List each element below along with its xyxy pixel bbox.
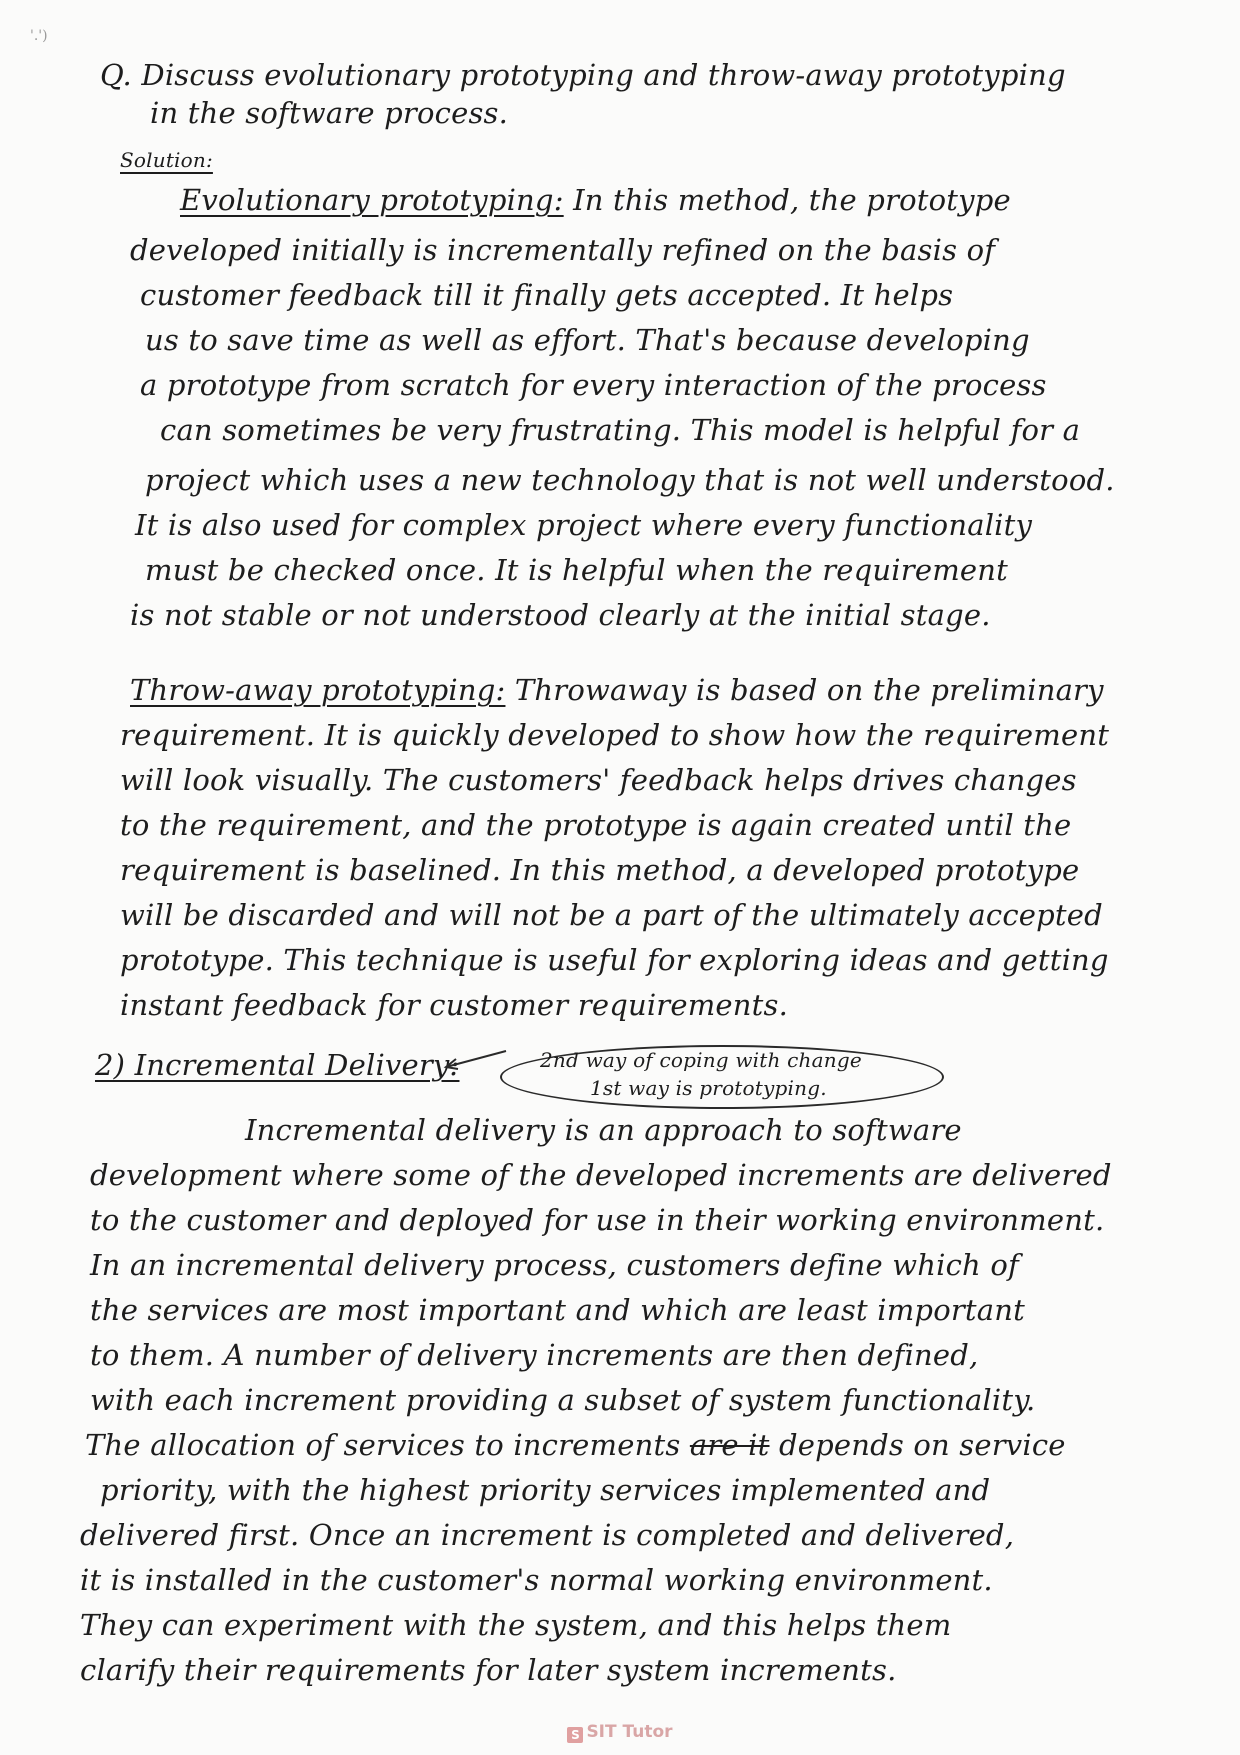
throwaway-text: Throwaway is based on the preliminary	[505, 673, 1104, 707]
throwaway-line-6: prototype. This technique is useful for exploring ideas and getting	[120, 943, 1109, 977]
watermark	[0, 1722, 1240, 1743]
solution-label: Solution:	[120, 148, 213, 172]
incremental-line-7	[85, 1425, 1066, 1465]
incremental-line-4: the services are most important and which are least important	[90, 1293, 1025, 1327]
incremental-line-2: to the customer and deployed for use in their working environment.	[90, 1203, 1105, 1237]
incremental-line-6: with each increment providing a subset of system functionality.	[90, 1383, 1036, 1417]
throwaway-heading: Throw-away prototyping:	[130, 673, 506, 707]
note-arrow-icon	[440, 1045, 510, 1075]
watermark-text: SIT Tutor	[586, 1722, 673, 1742]
evolutionary-line-9: is not stable or not understood clearly at the initial stage.	[130, 598, 991, 632]
incremental-heading: 2) Incremental Delivery:	[95, 1048, 460, 1082]
evolutionary-line-7: It is also used for complex project where every functionality	[135, 508, 1033, 542]
throwaway-line-5: will be discarded and will not be a part of the ultimately accepted	[120, 898, 1103, 932]
incremental-line-7-text: The allocation of services to increments	[85, 1428, 681, 1462]
note-line-1: 2nd way of coping with change	[540, 1048, 862, 1072]
question-line-1: Q. Discuss evolutionary prototyping and throw-away prototyping	[100, 58, 1066, 92]
evolutionary-line-2: customer feedback till it finally gets accepted. It helps	[140, 278, 954, 312]
evolutionary-line-5: can sometimes be very frustrating. This model is helpful for a	[160, 413, 1081, 447]
corner-mark: '.')	[30, 28, 48, 44]
throwaway-line-3: to the requirement, and the prototype is again created until the	[120, 808, 1072, 842]
incremental-line-0: Incremental delivery is an approach to software	[245, 1113, 962, 1147]
evolutionary-heading: Evolutionary prototyping:	[180, 183, 564, 217]
evolutionary-line-4: a prototype from scratch for every interaction of the process	[140, 368, 1047, 402]
evolutionary-line-6: project which uses a new technology that is not well understood.	[145, 463, 1115, 497]
incremental-line-5: to them. A number of delivery increments are then defined,	[90, 1338, 979, 1372]
throwaway-line-0	[130, 670, 1104, 710]
question-line-2: in the software process.	[150, 96, 509, 130]
incremental-line-10: delivered first. Once an increment is completed and delivered,	[80, 1518, 1015, 1552]
incremental-line-9: priority, with the highest priority services implemented and	[100, 1473, 991, 1507]
incremental-heading-line	[95, 1045, 459, 1085]
incremental-line-11: it is installed in the customer's normal working environment.	[80, 1563, 993, 1597]
struck-text: are it	[689, 1428, 770, 1462]
incremental-line-1: development where some of the developed increments are delivered	[90, 1158, 1112, 1192]
incremental-line-13: clarify their requirements for later system increments.	[80, 1653, 897, 1687]
throwaway-line-4: requirement is baselined. In this method, a developed prototype	[120, 853, 1080, 887]
evolutionary-text: In this method, the prototype	[563, 183, 1011, 217]
throwaway-line-2: will look visually. The customers' feedback helps drives changes	[120, 763, 1077, 797]
evolutionary-line-0	[180, 180, 1011, 220]
note-line-2: 1st way is prototyping.	[590, 1076, 827, 1100]
throwaway-line-7: instant feedback for customer requirements.	[120, 988, 789, 1022]
incremental-line-7-tail: depends on service	[778, 1428, 1066, 1462]
throwaway-line-1: requirement. It is quickly developed to show how the requirement	[120, 718, 1110, 752]
evolutionary-line-3: us to save time as well as effort. That's because developing	[145, 323, 1030, 357]
evolutionary-line-1: developed initially is incrementally refined on the basis of	[130, 233, 996, 267]
evolutionary-line-8: must be checked once. It is helpful when the requirement	[145, 553, 1009, 587]
incremental-line-3: In an incremental delivery process, customers define which of	[90, 1248, 1019, 1282]
watermark-logo-icon: S	[567, 1727, 583, 1743]
incremental-line-12: They can experiment with the system, and this helps them	[80, 1608, 952, 1642]
